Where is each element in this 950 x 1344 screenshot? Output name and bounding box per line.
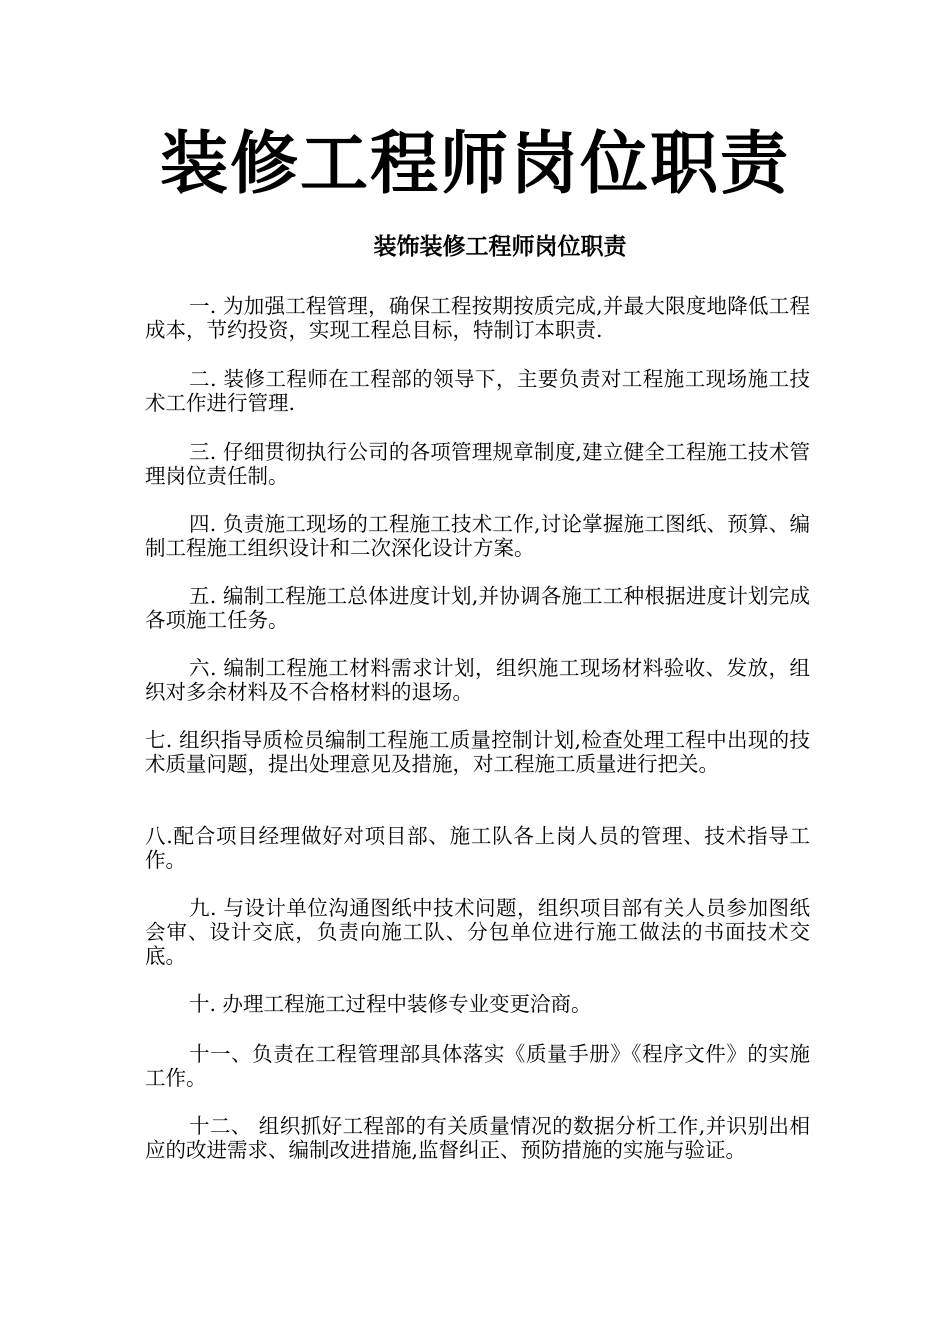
paragraph-2: 二. 装修工程师在工程部的领导下，主要负责对工程施工现场施工技术工作进行管理. (145, 367, 810, 415)
paragraph-7: 七. 组织指导质检员编制工程施工质量控制计划,检查处理工程中出现的技术质量问题，提出处理意见及措施，对工程施工质量进行把关。 (145, 728, 810, 776)
paragraph-4: 四. 负责施工现场的工程施工技术工作,讨论掌握施工图纸、预算、编制工程施工组织设计和二次深化设计方案。 (145, 512, 810, 560)
document-subtitle: 装饰装修工程师岗位职责 (373, 234, 627, 260)
document-title: 装修工程师岗位职责 (159, 125, 790, 204)
paragraph-8: 八.配合项目经理做好对项目部、施工队各上岗人员的管理、技术指导工作。 (145, 824, 810, 872)
paragraph-6: 六. 编制工程施工材料需求计划，组织施工现场材料验收、发放，组织对多余材料及不合格材料的退场。 (145, 656, 810, 704)
paragraph-3: 三. 仔细贯彻执行公司的各项管理规章制度,建立健全工程施工技术管理岗位责任制。 (145, 440, 810, 488)
paragraph-1: 一. 为加强工程管理，确保工程按期按质完成,并最大限度地降低工程成本，节约投资，实现工程总目标，特制订本职责. (145, 294, 810, 342)
paragraph-11: 十一、负责在工程管理部具体落实《质量手册》《程序文件》的实施工作。 (145, 1042, 810, 1090)
paragraph-12: 十二、 组织抓好工程部的有关质量情况的数据分析工作,并识别出相应的改进需求、编制改进措施,监督纠正、预防措施的实施与验证。 (145, 1114, 810, 1162)
paragraph-10: 十. 办理工程施工过程中装修专业变更洽商。 (189, 992, 592, 1016)
paragraph-9: 九. 与设计单位沟通图纸中技术问题，组织项目部有关人员参加图纸会审、设计交底，负责向施工队、分包单位进行施工做法的书面技术交底。 (145, 896, 810, 968)
paragraph-5: 五. 编制工程施工总体进度计划,并协调各施工工种根据进度计划完成各项施工任务。 (145, 584, 810, 632)
